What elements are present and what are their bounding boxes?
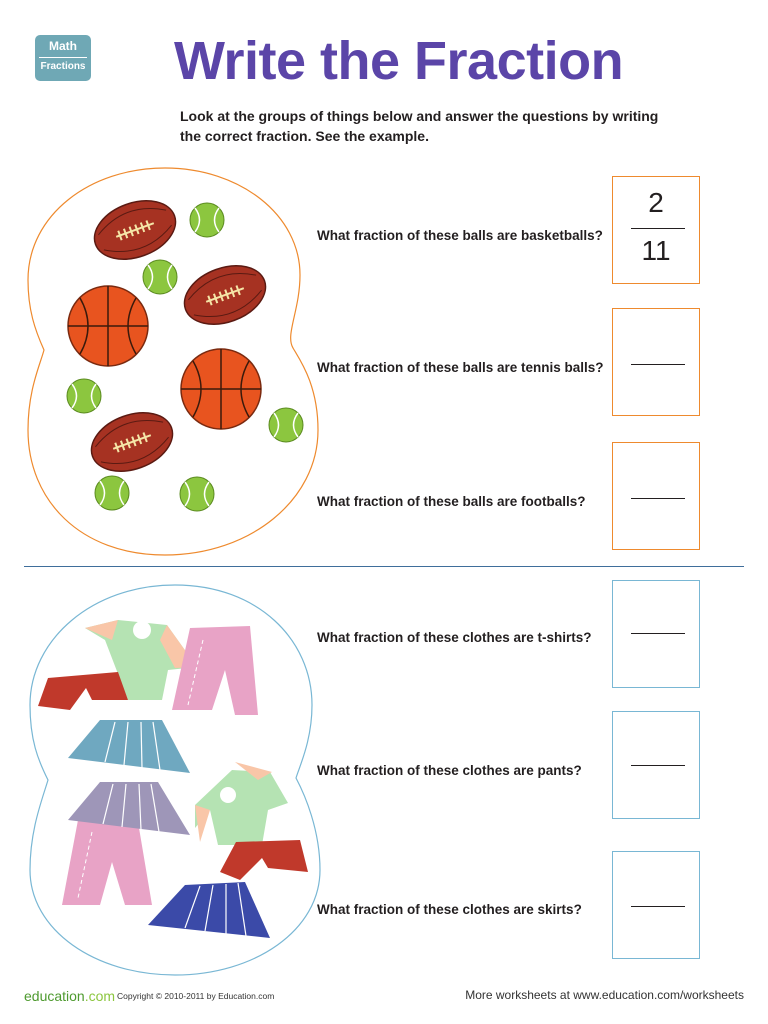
question-pants: What fraction of these clothes are pants?	[317, 763, 582, 778]
question-footballs: What fraction of these balls are footballs?	[317, 494, 586, 509]
answer-blank-line	[631, 906, 685, 907]
tennis-ball-icon	[143, 260, 177, 294]
answer-box-skirts[interactable]	[612, 851, 700, 959]
answer-box-pants[interactable]	[612, 711, 700, 819]
instructions: Look at the groups of things below and answer the questions by writing the correct fraction. See the example.	[180, 108, 659, 144]
answer-blank-line	[631, 498, 685, 499]
tennis-ball-icon	[180, 477, 214, 511]
basketball-icon	[181, 349, 261, 429]
logo-suffix-text: .com	[84, 988, 116, 1004]
tennis-ball-icon	[67, 379, 101, 413]
question-skirts: What fraction of these clothes are skirts?	[317, 902, 582, 917]
tennis-ball-icon	[190, 203, 224, 237]
tennis-ball-icon	[269, 408, 303, 442]
answer-box-t-shirts[interactable]	[612, 580, 700, 688]
example-numerator: 2	[648, 187, 664, 218]
logo-main-text: education	[24, 988, 85, 1004]
copyright-text: Copyright © 2010-2011 by Education.com	[117, 991, 275, 1001]
basketball-icon	[68, 286, 148, 366]
question-tennis-balls: What fraction of these balls are tennis balls?	[317, 360, 604, 375]
answer-box-basketballs[interactable]	[612, 176, 700, 284]
answer-box-footballs[interactable]	[612, 442, 700, 550]
question-t-shirts: What fraction of these clothes are t-shirts?	[317, 630, 592, 645]
section-divider	[24, 566, 744, 567]
question-basketballs: What fraction of these balls are basketballs?	[317, 228, 603, 243]
more-worksheets-link[interactable]: More worksheets at www.education.com/worksheets	[465, 988, 744, 1002]
tennis-ball-icon	[95, 476, 129, 510]
page-title: Write the Fraction	[174, 31, 624, 91]
education-logo[interactable]	[24, 988, 115, 1004]
answer-blank-line	[631, 633, 685, 634]
badge-subject: Math	[49, 39, 77, 53]
fraction-line	[631, 228, 685, 229]
example-denominator: 11	[641, 235, 671, 266]
badge-topic: Fractions	[40, 61, 86, 72]
answer-blank-line	[631, 364, 685, 365]
answer-box-tennis-balls[interactable]	[612, 308, 700, 416]
answer-blank-line	[631, 765, 685, 766]
